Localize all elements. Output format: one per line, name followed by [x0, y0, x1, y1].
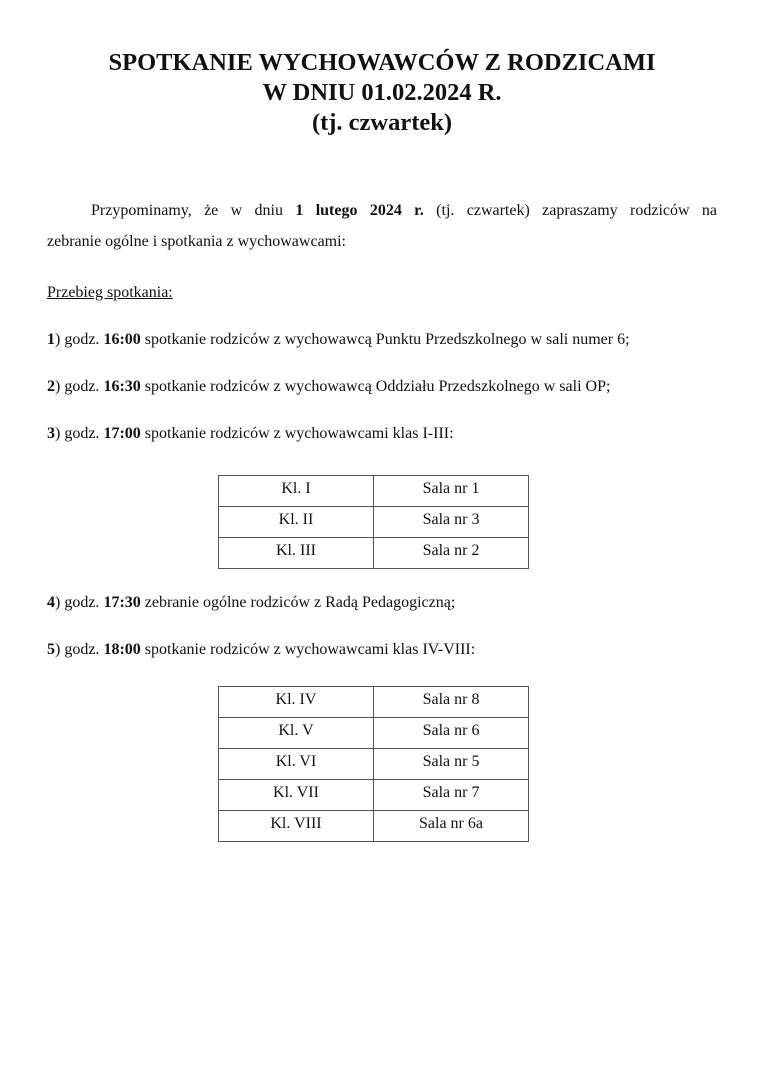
table-row: [219, 507, 529, 538]
item-number: 2: [47, 378, 55, 395]
room-cell: Sala nr 8: [374, 687, 529, 718]
item-text: zebranie ogólne rodziców z Radą Pedagogiczną;: [140, 594, 456, 611]
intro-line-2: zebranie ogólne i spotkania z wychowawcami:: [47, 233, 346, 250]
section-heading: Przebieg spotkania:: [47, 284, 173, 301]
class-cell: Kl. III: [219, 538, 374, 569]
item-time: 17:00: [103, 425, 141, 442]
room-cell: Sala nr 2: [374, 538, 529, 569]
schedule-item: [47, 593, 455, 613]
class-cell: Kl. VI: [219, 749, 374, 780]
table-row: [219, 811, 529, 842]
class-cell: Kl. V: [219, 718, 374, 749]
item-text: spotkanie rodziców z wychowawcą Punktu Przedszkolnego w sali numer 6;: [140, 331, 630, 348]
item-prefix: ) godz.: [55, 378, 104, 395]
schedule-item: [47, 640, 475, 660]
senior-classes-table: [218, 686, 529, 842]
room-cell: Sala nr 1: [374, 476, 529, 507]
class-cell: Kl. VII: [219, 780, 374, 811]
item-number: 3: [47, 425, 55, 442]
intro-prefix: Przypominamy, że w dniu: [91, 202, 296, 219]
table-row: [219, 749, 529, 780]
item-prefix: ) godz.: [55, 331, 104, 348]
room-cell: Sala nr 3: [374, 507, 529, 538]
item-time: 16:30: [103, 378, 141, 395]
item-prefix: ) godz.: [55, 641, 104, 658]
table-row: [219, 476, 529, 507]
item-prefix: ) godz.: [55, 594, 104, 611]
item-number: 4: [47, 594, 55, 611]
item-time: 16:00: [103, 331, 141, 348]
document-title-line-2: W DNIU 01.02.2024 R.: [262, 79, 502, 106]
document-title-line-1: SPOTKANIE WYCHOWAWCÓW Z RODZICAMI: [108, 49, 656, 76]
item-prefix: ) godz.: [55, 425, 104, 442]
item-number: 5: [47, 641, 55, 658]
class-cell: Kl. II: [219, 507, 374, 538]
class-cell: Kl. VIII: [219, 811, 374, 842]
class-cell: Kl. IV: [219, 687, 374, 718]
room-cell: Sala nr 6a: [374, 811, 529, 842]
schedule-item: [47, 377, 610, 397]
intro-paragraph: [47, 201, 717, 221]
schedule-item: [47, 330, 630, 350]
item-number: 1: [47, 331, 55, 348]
room-cell: Sala nr 6: [374, 718, 529, 749]
item-text: spotkanie rodziców z wychowawcami klas IV-VIII:: [140, 641, 476, 658]
junior-classes-table: [218, 475, 529, 569]
table-row: [219, 718, 529, 749]
item-time: 18:00: [103, 641, 141, 658]
table-row: [219, 687, 529, 718]
item-text: spotkanie rodziców z wychowawcą Oddziału Przedszkolnego w sali OP;: [140, 378, 611, 395]
item-text: spotkanie rodziców z wychowawcami klas I-III:: [140, 425, 454, 442]
table-row: [219, 780, 529, 811]
schedule-item: [47, 424, 454, 444]
room-cell: Sala nr 7: [374, 780, 529, 811]
item-time: 17:30: [103, 594, 141, 611]
class-cell: Kl. I: [219, 476, 374, 507]
table-row: [219, 538, 529, 569]
room-cell: Sala nr 5: [374, 749, 529, 780]
document-title-line-3: (tj. czwartek): [311, 109, 453, 136]
intro-suffix: (tj. czwartek) zapraszamy rodziców na: [423, 202, 717, 219]
intro-date: 1 lutego 2024 r.: [295, 202, 424, 219]
